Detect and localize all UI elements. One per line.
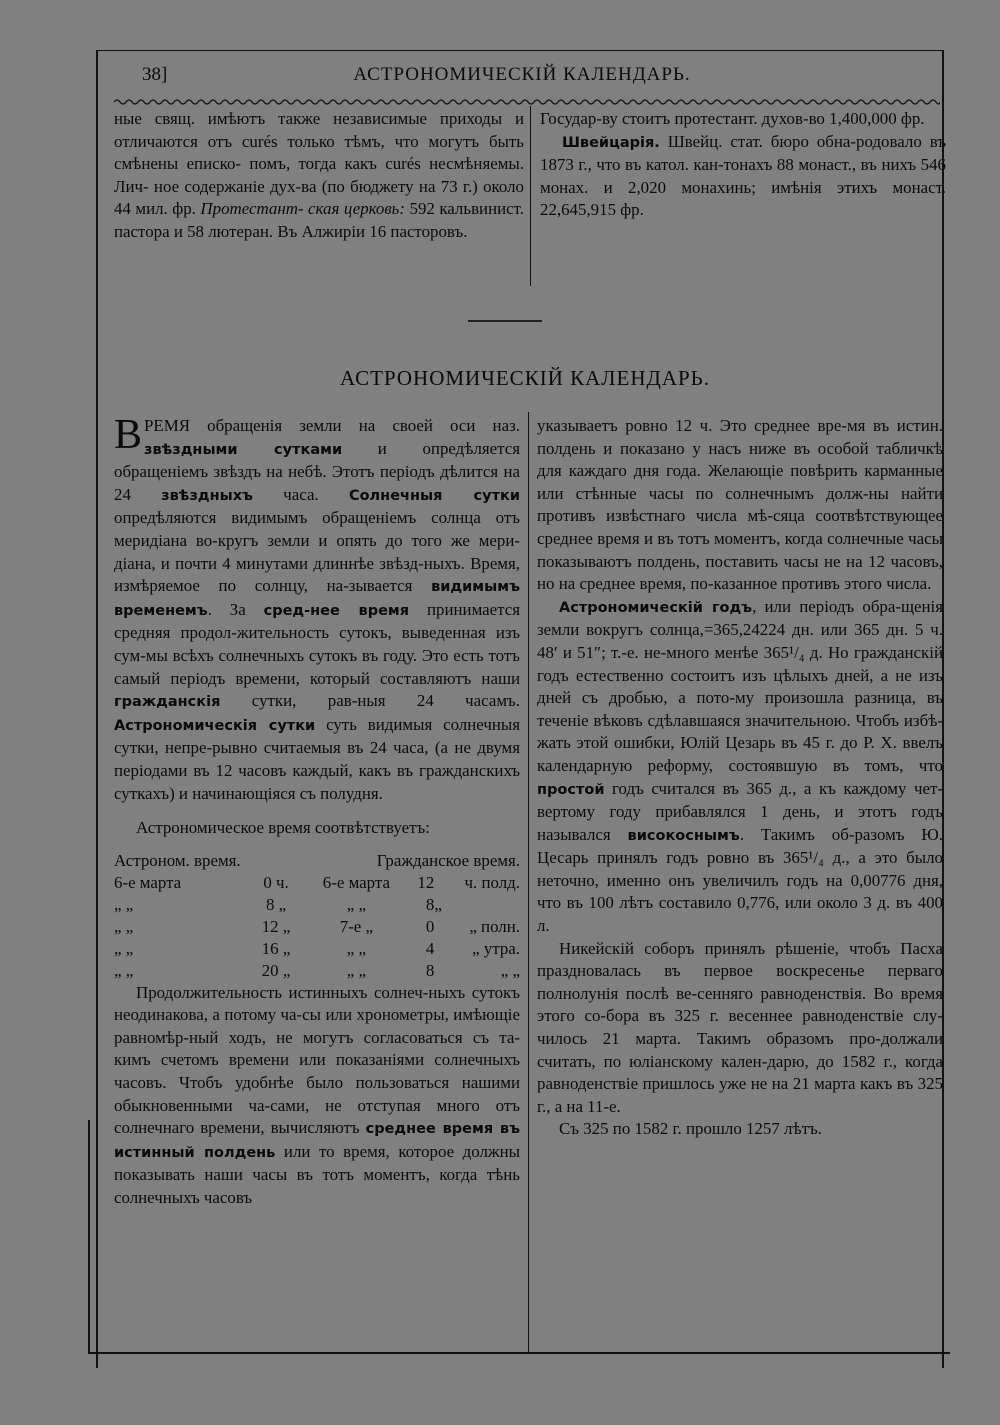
- frame-left-outer-rule: [88, 1120, 90, 1352]
- table-cell: „ „: [114, 894, 134, 914]
- table-cell: 16 „: [261, 938, 291, 958]
- top-right-column: [540, 108, 946, 222]
- table-cell: „ „: [346, 894, 366, 914]
- table-cell: 0: [425, 916, 435, 936]
- table-cell: „ „: [114, 916, 134, 936]
- paragraph-5: [537, 596, 943, 938]
- right-column: [537, 415, 943, 1141]
- top-left-column: [114, 108, 524, 244]
- text: Продолжительность истинныхъ солнеч-ныхъ сутокъ неодинакова, а потому ча-сы или хронометры, имѣющіе равномѣр-ный ходъ, не могутъ согласоваться съ та-кимъ счетомъ времени или показаніями солнечныхъ часовъ. Чтобъ удобнѣе было пользоваться нашими обыкновенными ча-сами, не отступая много отъ солнечнаго времени, вычисляютъ: [114, 982, 520, 1138]
- bold-term: звѣздныхъ: [161, 487, 253, 504]
- text: , или періодъ обра-щенія земли вокругъ солнца,=365,24224 дн. или 365 дн. 5 ч. 48′ и 51″; т.-е. не-много менѣе 365¹/₄ д. Но гражданскій годъ естественно состоитъ изъ цѣлыхъ дней, а не изъ дней съ дробью, а пото-му произошла разница, въ теченіе вѣковъ сдѣлавшаяся значительною. Чтобъ избѣ-жать этой ошибки, Юлій Цезарь въ 45 г. до Р. Х. ввелъ календарную реформу, состоявшую въ томъ, что: [537, 596, 944, 775]
- table-cell: „ „: [114, 938, 134, 958]
- left-column: [114, 412, 521, 1210]
- table-cell: „ „: [346, 960, 366, 980]
- text: . Такимъ об-разомъ Ю. Цесарь принялъ годъ ровно въ 365¹/₄ д., а это было неточно, именно онъ увеличилъ годъ на 0,00776 дня, что въ 100 лѣтъ составило 0,776, или около 3 д. въ 400 л.: [537, 824, 943, 936]
- table-header: Гражданское время.: [376, 850, 520, 870]
- switzerland-paragraph: [540, 131, 946, 222]
- section-title: АСТРОНОМИЧЕСКІЙ КАЛЕНДАРЬ.: [339, 366, 710, 390]
- text: годъ считался въ 365 д., а къ каждому чет-вертому году прибавлялся 1 день, и этотъ годъ назывался: [537, 778, 943, 844]
- line: ные свящ. имѣютъ также независимые: [114, 109, 428, 128]
- bold-term: видимымъ временемъ: [114, 579, 520, 619]
- text: РЕМЯ обращенія земли на своей оси наз.: [144, 416, 520, 435]
- table-cell: 6-е марта: [114, 872, 182, 892]
- bold-term: Солнечныя сутки: [348, 487, 520, 504]
- country-heading: Швейцарія.: [562, 134, 660, 151]
- bold-term: Астрономическій годъ: [559, 599, 753, 616]
- text: или то время, которое должны показывать наши часы въ тотъ моментъ, когда тѣнь солнечныхъ часовъ: [114, 1141, 520, 1208]
- table-header: Астроном. время.: [114, 850, 241, 870]
- text: опредѣляются видимымъ обращеніемъ солнца отъ меридіана во-кругъ земли и опять до того же мери-діана, и почти 4 минутами длиннѣе звѣзд-ныхъ. Время, измѣряемое по солнцу, на-зывается: [114, 508, 520, 596]
- frame-bottom-rule: [88, 1352, 950, 1354]
- table-row: [114, 894, 520, 916]
- column-divider: [528, 412, 529, 1354]
- line: Государ-ву стоитъ протестант. духов-во: [540, 109, 825, 128]
- table-cell: 12: [417, 872, 435, 892]
- paragraph-4: указываетъ ровно 12 ч. Это среднее вре-мя въ истин. полдень и показано у насъ ниже въ особой табличкѣ для каждаго дня года. Желающіе повѣрить карманные или стѣнные часы по солнечнымъ долж-ны найти противъ извѣстнаго числа мѣ-сяца соотвѣтствующее среднее время и въ тотъ моментъ, когда солнечные часы показываютъ полдень, поставить часы не на 12 часовъ, но на среднее время, по-казанное противъ этого числа.: [537, 416, 943, 594]
- table-cell: „ „: [114, 960, 134, 980]
- time-table: [114, 850, 520, 982]
- table-cell: 6-е марта: [322, 872, 390, 892]
- line: 592 кальвинист. пастора: [114, 199, 524, 241]
- running-header: [112, 62, 932, 92]
- bold-term: високоснымъ: [627, 827, 740, 844]
- line: и 58 лютеран. Въ Алжиріи 16 пасторовъ.: [173, 221, 468, 241]
- bold-term: гражданскія: [114, 694, 221, 711]
- bold-term: сред-нее время: [263, 602, 410, 619]
- text: сутки, рав-ныя 24 часамъ.: [220, 691, 520, 711]
- table-cell: 0 ч.: [263, 872, 289, 892]
- paragraph-2: Астрономическое время соотвѣтствуетъ:: [136, 818, 430, 838]
- text: . За: [207, 599, 264, 619]
- line: ное содержаніе дух-ва (по бюджету на: [153, 176, 436, 196]
- bold-term: среднее время въ истинный полдень: [114, 1121, 520, 1161]
- table-cell: 12 „: [261, 916, 291, 936]
- table-cell: „: [434, 894, 442, 914]
- italic-term: Протестант-: [200, 199, 304, 219]
- column-divider-top: [530, 106, 531, 286]
- paragraph-1: [114, 412, 521, 805]
- text: и опредѣляется обращеніемъ звѣздъ на небѣ. Этотъ періодъ дѣлится на 24: [114, 438, 520, 504]
- line: 1,400,000 фр.: [829, 109, 925, 128]
- table-cell: „ утра.: [472, 938, 520, 958]
- drop-cap: В: [114, 412, 143, 458]
- table-cell: 8: [425, 894, 435, 914]
- line: 73 г.) около 44 мил. фр.: [114, 176, 524, 219]
- table-cell: „ „: [500, 960, 520, 980]
- section-separator: [468, 320, 542, 322]
- running-title: АСТРОНОМИЧЕСКІЙ КАЛЕНДАРЬ.: [353, 64, 691, 85]
- text: часа.: [252, 484, 349, 504]
- table-cell: „ „: [346, 938, 366, 958]
- bold-term: простой: [537, 781, 605, 798]
- page-number: 38]: [142, 64, 168, 85]
- table-cell: 7-е „: [339, 916, 374, 936]
- paragraph-text: Швейц. стат. бюро обна-родовало въ 1873 г., что въ катол. кан-тонахъ 88 монаст., въ нихъ 546 монах. и 2,020 монахинь; имѣнія этихъ монаст. 22,645,915 фр.: [540, 131, 946, 220]
- top-left-text: [114, 108, 524, 244]
- wavy-rule: [114, 96, 940, 108]
- line: приходы и отличаются отъ curés только: [114, 109, 524, 151]
- table-row: [114, 916, 520, 938]
- table-cell: 8: [425, 960, 435, 980]
- line: помъ, тогда какъ curés несмѣняемы. Лич-: [114, 154, 524, 196]
- table-cell: „ полн.: [469, 916, 520, 936]
- line: тѣмъ, что могутъ быть смѣнены еписко-: [114, 131, 524, 174]
- table-row: [114, 960, 520, 982]
- table-cell: ч. полд.: [464, 872, 520, 892]
- table-row: [114, 938, 520, 960]
- paragraph-6: Никейскій соборъ принялъ рѣшеніе, чтобъ Пасха праздновалась въ первое воскресенье перваго полнолунія послѣ ве-сенняго равноденствія. Во время этого со-бора въ 325 г. весеннее равноденствіе слу-чилось 21 марта. Такимъ образомъ про-должали считать, по юліанскому кален-дарю, до 1582 г., когда равноденствіе пришлось уже не на 21 марта какъ въ 325 г., а на 11-е.: [537, 938, 943, 1116]
- table-row: [114, 872, 520, 894]
- table-cell: 8 „: [265, 894, 287, 914]
- italic-term: ская церковь:: [308, 199, 405, 219]
- table-cell: 20 „: [261, 960, 291, 980]
- top-right-text: [540, 108, 946, 131]
- paragraph-7: Съ 325 по 1582 г. прошло 1257 лѣтъ.: [559, 1119, 822, 1139]
- text: принимается средняя продол-жительность сутокъ, выведенная изъ сум-мы всѣхъ солнечныхъ сутокъ въ году. Это есть тотъ самый періодъ времени, который составляютъ наши: [114, 599, 521, 688]
- paragraph-3: [114, 982, 520, 1210]
- table-cell: 4: [425, 938, 435, 958]
- table-header-row: [114, 850, 520, 872]
- text: суть видимыя солнечныя сутки, непре-рывно считаемыя въ 24 часа, (а не двумя періодами въ 12 часовъ каждый, какъ въ гражданскихъ суткахъ) и начинающіяся съ полудня.: [114, 714, 521, 803]
- bold-term: звѣздными сутками: [144, 441, 343, 458]
- bold-term: Астрономическія сутки: [114, 717, 316, 734]
